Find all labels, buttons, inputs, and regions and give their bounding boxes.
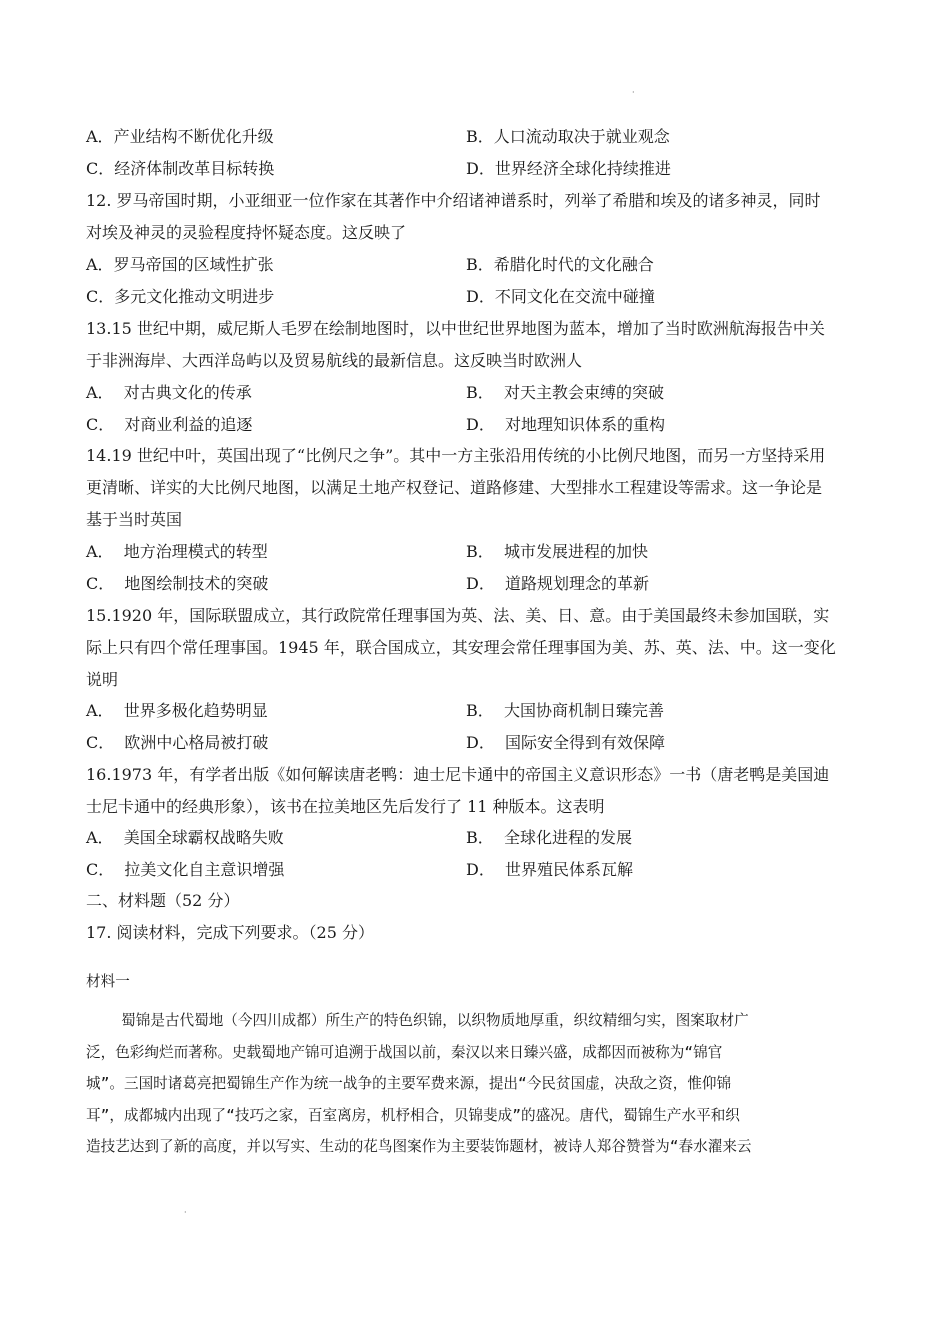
option-letter: C．: [86, 415, 115, 434]
option-letter: D．: [466, 574, 495, 593]
option-text: 道路规划理念的革新: [494, 574, 650, 593]
q11-option-c[interactable]: [86, 158, 274, 180]
q16-option-c[interactable]: [86, 859, 284, 881]
option-text: 大国协商机制日臻完善: [493, 701, 664, 720]
option-letter: A．: [86, 701, 114, 720]
q11-option-d[interactable]: [466, 158, 671, 180]
option-letter: D．: [466, 415, 495, 434]
q12-option-d[interactable]: [466, 286, 655, 308]
q15-option-c[interactable]: [86, 732, 268, 754]
option-letter: D．: [466, 287, 495, 306]
q14-stem-line-2: 更清晰、详实的大比例尺地图，以满足土地产权登记、道路修建、大型排水工程建设等需求。这一争论是: [86, 478, 823, 497]
option-text: 罗马帝国的区域性扩张: [113, 255, 274, 274]
q14-option-b[interactable]: [466, 541, 648, 563]
option-letter: D．: [466, 733, 495, 752]
q16-stem-line-1: 16.1973 年，有学者出版《如何解读唐老鸭：迪士尼卡通中的帝国主义意识形态》一书（唐老鸭是美国迪: [86, 765, 830, 784]
q13-stem-line-2: 于非洲海岸、大西洋岛屿以及贸易航线的最新信息。这反映当时欧洲人: [86, 351, 583, 370]
q13-option-b[interactable]: [466, 382, 664, 404]
page-mark-top: ·: [632, 88, 635, 97]
option-text: 城市发展进程的加快: [493, 542, 648, 561]
option-letter: B．: [466, 542, 494, 561]
option-text: 美国全球霸权战略失败: [113, 828, 284, 847]
option-letter: A．: [86, 255, 114, 274]
option-letter: B．: [466, 701, 494, 720]
page-mark-bottom: ·: [184, 1208, 187, 1217]
q15-stem-line-1: 15.1920 年，国际联盟成立，其行政院常任理事国为英、法、美、日、意。由于美国最终未参加国联，实: [86, 606, 830, 625]
option-text: 经济体制改革目标转换: [114, 159, 275, 178]
option-letter: B．: [466, 828, 494, 847]
option-text: 世界多极化趋势明显: [113, 701, 268, 720]
option-text: 国际安全得到有效保障: [494, 733, 666, 752]
option-letter: B．: [466, 255, 494, 274]
q15-stem-line-3: 说明: [86, 670, 119, 689]
option-letter: B．: [466, 383, 494, 402]
option-text: 希腊化时代的文化融合: [493, 255, 654, 274]
q12-option-a[interactable]: [86, 254, 274, 276]
q15-option-b[interactable]: [466, 700, 664, 722]
q16-option-d[interactable]: [466, 859, 633, 881]
q14-option-d[interactable]: [466, 573, 649, 595]
option-text: 对天主教会束缚的突破: [493, 383, 664, 402]
option-letter: B．: [466, 127, 494, 146]
option-letter: A．: [86, 542, 114, 561]
material-1-label: 材料一: [86, 973, 130, 990]
option-text: 多元文化推动文明进步: [114, 287, 275, 306]
q13-stem-line-1: 13.15 世纪中期，威尼斯人毛罗在绘制地图时，以中世纪世界地图为蓝本，增加了当时欧洲航海报告中关: [86, 319, 825, 338]
option-letter: A．: [86, 828, 114, 847]
option-text: 不同文化在交流中碰撞: [494, 287, 655, 306]
q15-option-d[interactable]: [466, 732, 665, 754]
option-letter: C．: [86, 733, 115, 752]
option-letter: D．: [466, 860, 495, 879]
option-text: 产业结构不断优化升级: [113, 127, 274, 146]
option-letter: C．: [86, 159, 115, 178]
q16-option-b[interactable]: [466, 827, 632, 849]
material-1-line-3: 城”。三国时诸葛亮把蜀锦生产作为统一战争的主要军费来源，提出“今民贫国虚，决敌之资，惟仰锦: [86, 1075, 732, 1092]
option-letter: C．: [86, 574, 115, 593]
option-text: 拉美文化自主意识增强: [114, 860, 285, 879]
q12-option-b[interactable]: [466, 254, 654, 276]
q11-option-b[interactable]: [466, 126, 670, 148]
q17-heading: 17. 阅读材料，完成下列要求。（25 分）: [86, 923, 374, 942]
material-1-line-4: 耳”，成都城内出现了“技巧之家，百室离房，机杼相合，贝锦斐成”的盛况。唐代，蜀锦生产水平和织: [86, 1107, 740, 1124]
q13-option-d[interactable]: [466, 414, 665, 436]
q14-stem-line-1: 14.19 世纪中叶，英国出现了“比例尺之争”。其中一方主张沿用传统的小比例尺地图，而另一方坚持采用: [86, 446, 826, 465]
option-letter: A．: [86, 127, 114, 146]
material-1-line-5: 造技艺达到了新的高度，并以写实、生动的花鸟图案作为主要装饰题材，被诗人郑谷赞誉为“春水濯来云: [86, 1138, 752, 1155]
option-text: 世界殖民体系瓦解: [494, 860, 634, 879]
option-text: 人口流动取决于就业观念: [493, 127, 670, 146]
q14-option-c[interactable]: [86, 573, 268, 595]
option-text: 全球化进程的发展: [493, 828, 632, 847]
option-text: 对古典文化的传承: [113, 383, 252, 402]
option-text: 对商业利益的追逐: [114, 415, 253, 434]
option-text: 欧洲中心格局被打破: [114, 733, 269, 752]
q13-option-a[interactable]: [86, 382, 252, 404]
q15-option-a[interactable]: [86, 700, 268, 722]
option-letter: C．: [86, 287, 115, 306]
q12-option-c[interactable]: [86, 286, 274, 308]
q14-stem-line-3: 基于当时英国: [86, 510, 183, 529]
option-text: 对地理知识体系的重构: [494, 415, 666, 434]
q13-option-c[interactable]: [86, 414, 252, 436]
q16-option-a[interactable]: [86, 827, 284, 849]
material-1-line-1: 蜀锦是古代蜀地（今四川成都）所生产的特色织锦，以织物质地厚重，织纹精细匀实，图案取材广: [86, 1012, 749, 1029]
option-text: 地图绘制技术的突破: [114, 574, 269, 593]
option-letter: A．: [86, 383, 114, 402]
q12-stem-line-1: 12. 罗马帝国时期，小亚细亚一位作家在其著作中介绍诸神谱系时，列举了希腊和埃及的诸多神灵，同时: [86, 191, 821, 210]
q15-stem-line-2: 际上只有四个常任理事国。1945 年，联合国成立，其安理会常任理事国为美、苏、英、法、中。这一变化: [86, 638, 836, 657]
section-2-heading: 二、材料题（52 分）: [86, 891, 240, 910]
q11-option-a[interactable]: [86, 126, 274, 148]
option-text: 世界经济全球化持续推进: [494, 159, 671, 178]
option-letter: C．: [86, 860, 115, 879]
q12-stem-line-2: 对埃及神灵的灵验程度持怀疑态度。这反映了: [86, 223, 407, 242]
option-letter: D．: [466, 159, 495, 178]
option-text: 地方治理模式的转型: [113, 542, 268, 561]
q14-option-a[interactable]: [86, 541, 268, 563]
material-1-line-2: 泛，色彩绚烂而著称。史载蜀地产锦可追溯于战国以前，秦汉以来日臻兴盛，成都因而被称为“锦官: [86, 1044, 723, 1061]
q16-stem-line-2: 士尼卡通中的经典形象），该书在拉美地区先后发行了 11 种版本。这表明: [86, 797, 605, 816]
